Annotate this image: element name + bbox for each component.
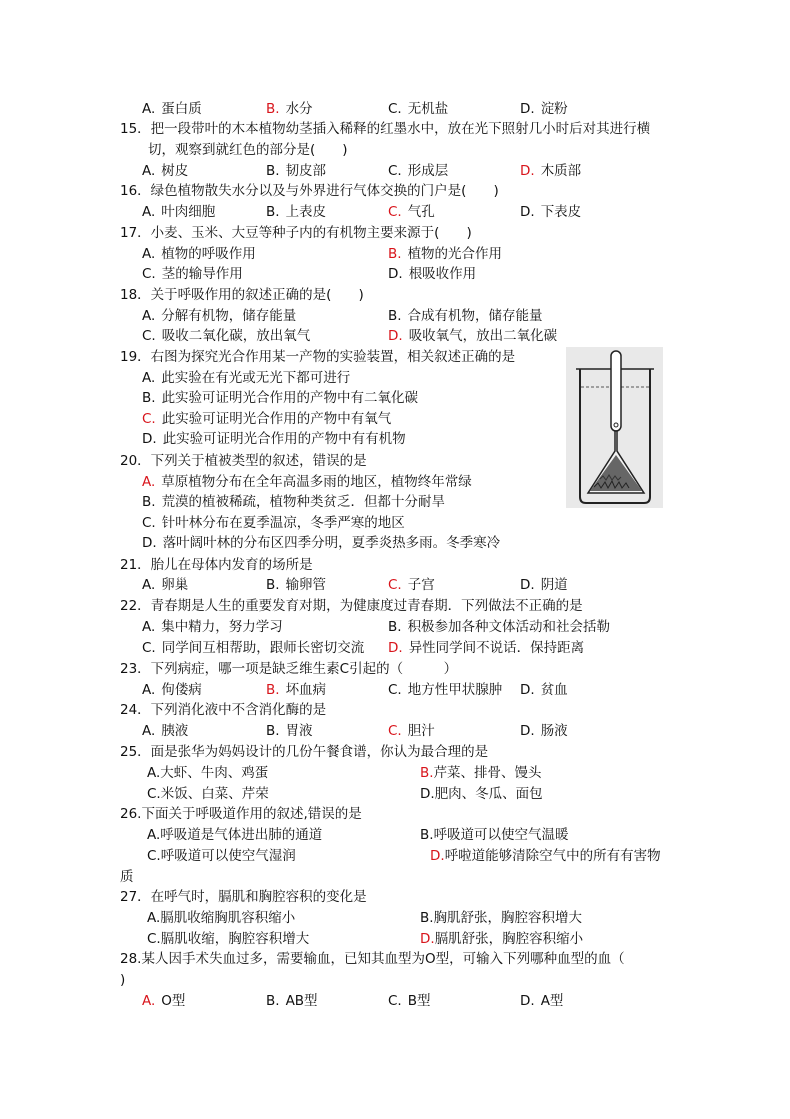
option-text: 呼吸道可以使空气温暖	[433, 827, 569, 843]
option-letter: C.	[142, 515, 156, 531]
answer-option	[266, 101, 313, 117]
answer-option	[147, 910, 295, 926]
option-text: A型	[540, 993, 564, 1009]
option-text: AB型	[285, 993, 318, 1009]
question-stem: )	[120, 972, 126, 988]
answer-option	[142, 431, 406, 447]
answer-option	[388, 577, 435, 593]
option-text: 下表皮	[540, 204, 582, 220]
answer-option	[388, 993, 430, 1009]
option-letter: A.	[147, 910, 161, 926]
option-letter: B.	[142, 494, 156, 510]
option-text: 积极参加各种文体活动和社会括勒	[407, 619, 611, 635]
option-text: 肥肉、冬瓜、面包	[434, 786, 543, 802]
option-text: 合成有机物，储存能量	[407, 308, 543, 324]
option-letter: B.	[388, 246, 402, 262]
option-letter: C.	[388, 682, 402, 698]
option-letter: D.	[520, 577, 535, 593]
question-stem: 28.某人因手术失血过多，需要输血，已知其血型为O型，可输入下列哪种血型的血（	[120, 951, 625, 967]
answer-option	[147, 786, 269, 802]
option-letter: B.	[266, 204, 280, 220]
answer-option	[142, 494, 445, 510]
option-letter: A.	[142, 370, 156, 386]
answer-option	[420, 931, 583, 947]
option-text: 阴道	[540, 577, 568, 593]
option-letter: D.	[520, 993, 535, 1009]
answer-option	[388, 246, 502, 262]
answer-option	[142, 993, 185, 1009]
answer-option	[147, 931, 309, 947]
option-letter: C.	[388, 723, 402, 739]
option-letter: B.	[388, 619, 402, 635]
answer-option	[142, 640, 364, 656]
option-text: 胃液	[285, 723, 313, 739]
answer-option	[388, 640, 584, 656]
answer-option	[142, 474, 472, 490]
option-letter: D.	[430, 848, 445, 864]
option-text: 膈肌舒张，胸腔容积缩小	[434, 931, 584, 947]
option-text: 蛋白质	[161, 101, 202, 117]
option-letter: A.	[142, 204, 156, 220]
answer-option	[142, 411, 391, 427]
option-text: 吸收氧气，放出二氧化碳	[408, 328, 558, 344]
answer-option	[420, 827, 569, 843]
option-text: 树皮	[161, 163, 189, 179]
answer-option	[147, 827, 322, 843]
answer-option	[142, 308, 296, 324]
answer-option	[520, 101, 568, 117]
option-text: 茎的输导作用	[161, 266, 243, 282]
option-text: 针叶林分布在夏季温凉，冬季严寒的地区	[161, 515, 405, 531]
option-letter: D.	[388, 328, 403, 344]
option-letter: B.	[266, 163, 280, 179]
option-text: 无机盐	[407, 101, 449, 117]
answer-option	[520, 204, 581, 220]
option-letter: C.	[142, 411, 156, 427]
answer-option	[142, 204, 215, 220]
experiment-apparatus-figure	[566, 347, 663, 508]
answer-option	[266, 163, 326, 179]
answer-option	[142, 390, 418, 406]
option-text: 子宫	[407, 577, 435, 593]
option-text: 贫血	[540, 682, 568, 698]
option-letter: A.	[142, 619, 156, 635]
option-text: 坏血病	[285, 682, 327, 698]
option-letter: A.	[147, 827, 161, 843]
option-text: B型	[407, 993, 431, 1009]
option-letter: A.	[142, 101, 156, 117]
answer-option	[520, 723, 568, 739]
option-letter: C.	[142, 640, 156, 656]
option-text: 淀粉	[540, 101, 568, 117]
option-text: 吸收二氧化碳，放出氧气	[161, 328, 311, 344]
option-text: 卵巢	[161, 577, 189, 593]
question-stem: 切，观察到就红色的部分是( )	[148, 142, 348, 158]
option-letter: D.	[520, 101, 535, 117]
answer-option	[388, 308, 543, 324]
option-letter: A.	[142, 308, 156, 324]
option-letter: D.	[142, 535, 157, 551]
option-letter: D.	[420, 931, 435, 947]
answer-option	[266, 204, 326, 220]
answer-option	[266, 682, 326, 698]
question-stem: 22．青春期是人生的重要发育对期，为健康度过青春期．下列做法不正确的是	[120, 598, 583, 614]
option-text: 气孔	[407, 204, 435, 220]
answer-option	[142, 577, 188, 593]
answer-option	[142, 370, 350, 386]
option-letter: C.	[388, 993, 402, 1009]
option-text: 分解有机物，储存能量	[161, 308, 297, 324]
answer-option	[388, 682, 502, 698]
question-stem: 19．右图为探究光合作用某一产物的实验装置，相关叙述正确的是	[120, 349, 516, 365]
answer-option	[147, 765, 268, 781]
option-letter: D.	[142, 431, 157, 447]
answer-option	[388, 266, 476, 282]
option-letter: C.	[388, 163, 402, 179]
option-letter: B.	[388, 308, 402, 324]
option-text: 落叶阔叶林的分布区四季分明，夏季炎热多雨。冬季寒冷	[162, 535, 501, 551]
question-stem: 26.下面关于呼吸道作用的叙述,错误的是	[120, 806, 362, 822]
answer-option	[430, 848, 661, 864]
option-letter: D.	[388, 640, 403, 656]
option-text: 木质部	[540, 163, 582, 179]
option-text: 植物的呼吸作用	[161, 246, 256, 262]
option-text: 异性同学间不说话．保持距离	[408, 640, 585, 656]
option-letter: C.	[388, 101, 402, 117]
answer-option	[388, 619, 610, 635]
option-letter: C.	[147, 931, 161, 947]
question-stem: 25．面是张华为妈妈设计的几份午餐食谱，你认为最合理的是	[120, 744, 489, 760]
answer-option	[142, 163, 188, 179]
option-letter: B.	[266, 682, 280, 698]
option-letter: D.	[520, 682, 535, 698]
option-letter: B.	[266, 577, 280, 593]
answer-option	[388, 163, 448, 179]
answer-option	[147, 848, 296, 864]
answer-option	[266, 723, 313, 739]
option-text: 此实验在有光或无光下都可进行	[161, 370, 351, 386]
answer-option	[142, 535, 500, 551]
option-letter: A.	[142, 474, 156, 490]
option-letter: B.	[266, 993, 280, 1009]
question-stem: 24．下列消化液中不含消化酶的是	[120, 702, 327, 718]
answer-option	[420, 786, 543, 802]
answer-option	[520, 163, 581, 179]
question-stem: 20．下列关于植被类型的叙述，错误的是	[120, 453, 367, 469]
option-letter: A.	[142, 682, 156, 698]
option-text: 胰液	[161, 723, 189, 739]
answer-option	[388, 723, 435, 739]
answer-option	[142, 328, 310, 344]
option-text: 膈肌收缩胸肌容积缩小	[160, 910, 296, 926]
answer-option	[420, 910, 582, 926]
option-text: 荒漠的植被稀疏，植物种类贫乏．但都十分耐旱	[161, 494, 446, 510]
option-text: 韧皮部	[285, 163, 327, 179]
option-text: 形成层	[407, 163, 449, 179]
answer-option	[142, 246, 256, 262]
question-stem: 27．在呼气时，膈肌和胸腔容积的变化是	[120, 889, 367, 905]
option-text: 草原植物分布在全年高温多雨的地区，植物终年常绿	[161, 474, 472, 490]
answer-option	[142, 682, 202, 698]
option-text: 植物的光合作用	[407, 246, 503, 262]
answer-option	[388, 101, 448, 117]
answer-option	[266, 577, 326, 593]
option-text: 米饭、白菜、芹荣	[160, 786, 269, 802]
option-text: 此实验可证明光合作用的产物中有有机物	[162, 431, 406, 447]
answer-option	[520, 682, 568, 698]
answer-option	[420, 765, 542, 781]
option-text: 集中精力，努力学习	[161, 619, 283, 635]
question-stem: 17．小麦、玉米、大豆等种子内的有机物主要来源于( )	[120, 225, 472, 241]
option-text: 输卵管	[285, 577, 327, 593]
option-letter: A.	[147, 765, 161, 781]
experiment-apparatus-drawing	[566, 347, 663, 508]
option-text: 呼啦道能够清除空气中的所有有害物	[444, 848, 661, 864]
option-text: 膈肌收缩，胸腔容积增大	[160, 931, 310, 947]
option-letter: D.	[520, 204, 535, 220]
option-text: 胆汁	[407, 723, 435, 739]
option-letter: D.	[388, 266, 403, 282]
option-letter: A.	[142, 993, 156, 1009]
question-stem: 16．绿色植物散失水分以及与外界进行气体交换的门户是( )	[120, 183, 499, 199]
option-letter: A.	[142, 163, 156, 179]
answer-option	[142, 101, 202, 117]
option-letter: C.	[147, 848, 161, 864]
option-text: 水分	[285, 101, 313, 117]
option-letter: B.	[420, 827, 434, 843]
option-text: 大虾、牛肉、鸡蛋	[160, 765, 269, 781]
question-stem: 21．胎儿在母体内发育的场所是	[120, 557, 313, 573]
option-text: 叶肉细胞	[161, 204, 216, 220]
option-letter: B.	[420, 765, 434, 781]
option-letter: B.	[420, 910, 434, 926]
option-letter: B.	[266, 723, 280, 739]
option-letter: C.	[142, 328, 156, 344]
question-stem: 15．把一段带叶的木本植物幼茎插入稀释的红墨水中，放在光下照射几小时后对其进行横	[120, 121, 651, 137]
option-text: 肠液	[540, 723, 568, 739]
option-text: 佝偻病	[161, 682, 202, 698]
answer-option	[388, 328, 557, 344]
answer-option	[520, 993, 563, 1009]
option-letter: C.	[388, 204, 402, 220]
option-letter: C.	[142, 266, 156, 282]
option-letter: D.	[420, 786, 435, 802]
answer-option	[142, 619, 283, 635]
option-letter: C.	[388, 577, 402, 593]
option-letter: A.	[142, 246, 156, 262]
answer-option	[520, 577, 568, 593]
option-letter: A.	[142, 577, 156, 593]
option-text: 此实验可证明光合作用的产物中有二氧化碳	[161, 390, 419, 406]
option-letter: D.	[520, 723, 535, 739]
option-letter: B.	[142, 390, 156, 406]
option-text: 呼吸道是气体进出肺的通道	[160, 827, 323, 843]
option-text: 根吸收作用	[408, 266, 477, 282]
answer-option	[266, 993, 318, 1009]
option-text: 呼吸道可以使空气湿润	[160, 848, 296, 864]
option-text: 此实验可证明光合作用的产物中有氧气	[161, 411, 392, 427]
question-continuation: 质	[120, 869, 134, 885]
question-stem: 18．关于呼吸作用的叙述正确的是( )	[120, 287, 364, 303]
option-letter: D.	[520, 163, 535, 179]
answer-option	[142, 723, 188, 739]
question-stem: 23．下列病症，哪一项是缺乏维生素C引起的（ ）	[120, 661, 458, 677]
answer-option	[142, 515, 405, 531]
option-letter: B.	[266, 101, 280, 117]
option-text: 地方性甲状腺肿	[407, 682, 503, 698]
answer-option	[142, 266, 243, 282]
option-letter: A.	[142, 723, 156, 739]
option-text: 芹菜、排骨、馒头	[433, 765, 542, 781]
option-text: 同学间互相帮助，跟师长密切交流	[161, 640, 365, 656]
option-text: O型	[161, 993, 186, 1009]
answer-option	[388, 204, 435, 220]
option-letter: C.	[147, 786, 161, 802]
option-text: 上表皮	[285, 204, 327, 220]
option-text: 胸肌舒张，胸腔容积增大	[433, 910, 583, 926]
